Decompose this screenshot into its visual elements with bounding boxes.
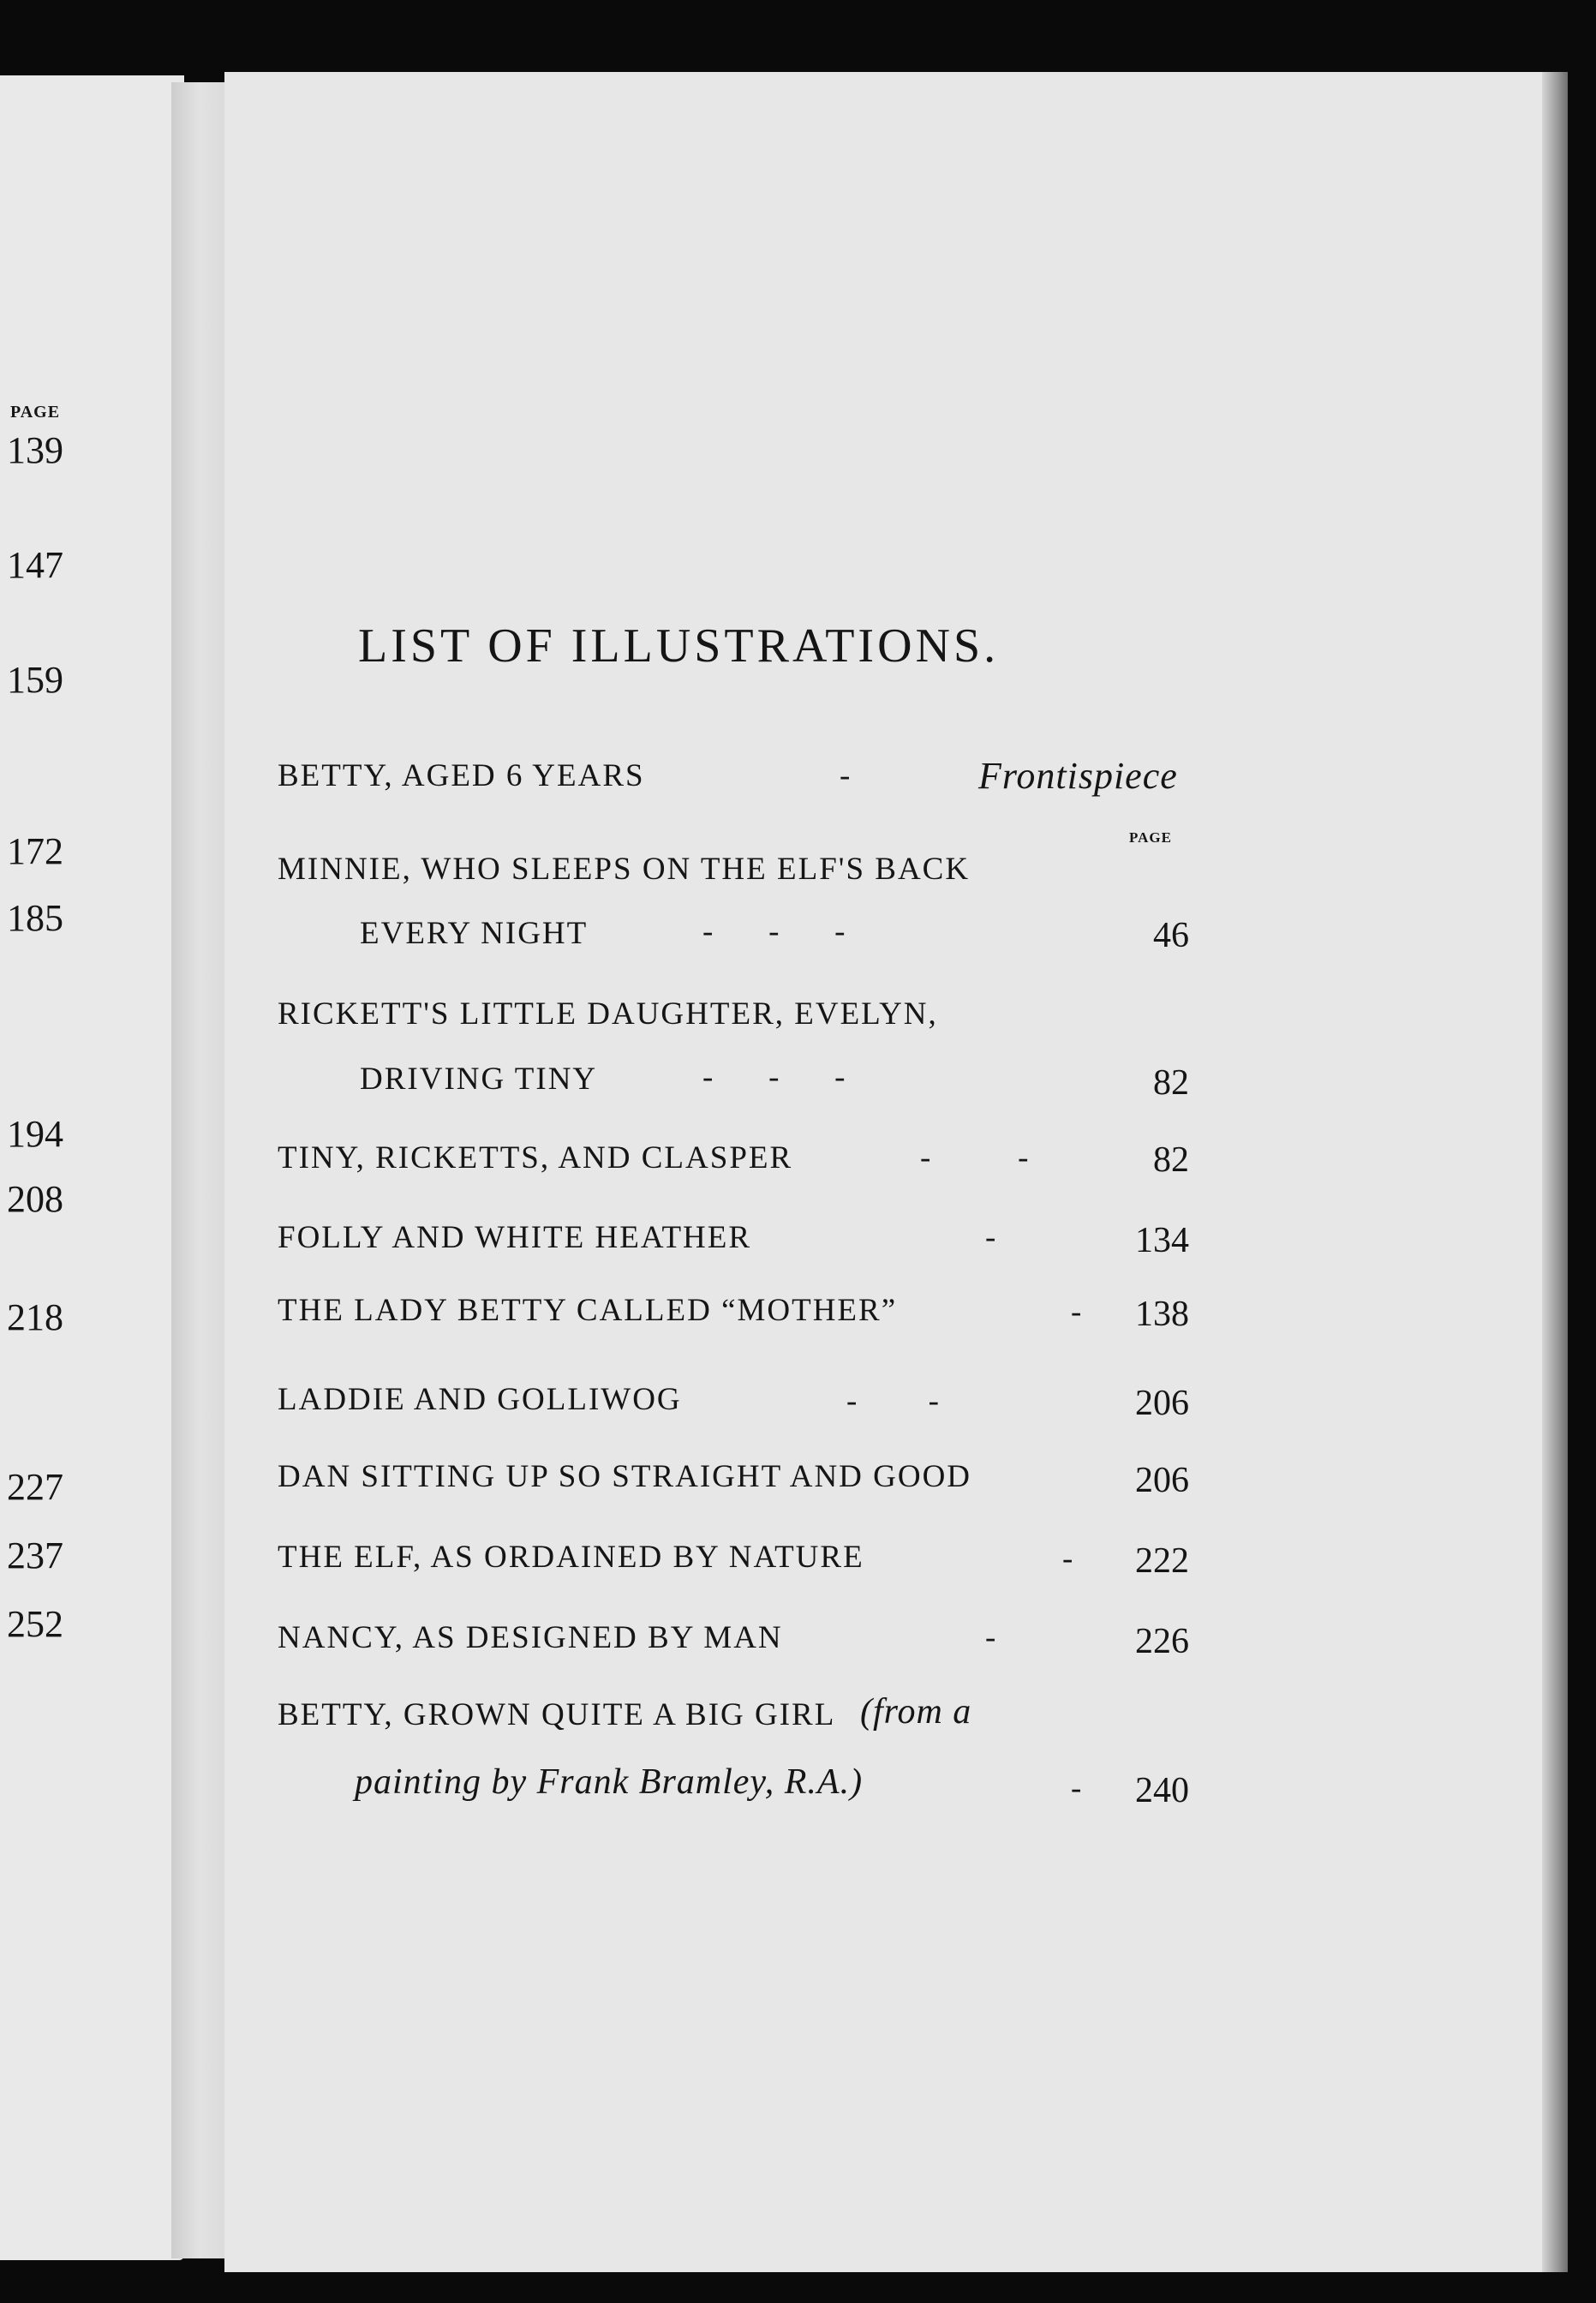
illustration-caption: MINNIE, WHO SLEEPS ON THE ELF'S BACK <box>278 852 971 887</box>
illustration-caption: RICKETT'S LITTLE DAUGHTER, EVELYN, <box>278 996 938 1032</box>
frontispiece-location: Frontispiece <box>978 755 1178 797</box>
illustration-caption: BETTY, GROWN QUITE A BIG GIRL <box>278 1697 836 1732</box>
page-column-label: PAGE <box>1129 829 1172 846</box>
left-page-number: 159 <box>7 659 63 701</box>
left-page-label: PAGE <box>10 403 61 422</box>
illustration-page-number: 46 <box>1153 916 1189 955</box>
illustration-caption: NANCY, AS DESIGNED BY MAN <box>278 1620 783 1655</box>
leader-dashes: - <box>1071 1295 1082 1330</box>
illustration-page-number: 82 <box>1153 1063 1189 1103</box>
left-page-number: 218 <box>7 1296 63 1338</box>
left-page-number: 237 <box>7 1534 63 1576</box>
illustration-page-number: 222 <box>1135 1541 1189 1581</box>
left-page-number: 252 <box>7 1603 63 1645</box>
illustration-page-number: 226 <box>1135 1622 1189 1661</box>
illustration-page-number: 206 <box>1135 1384 1189 1423</box>
leader-dashes: - <box>1062 1541 1073 1576</box>
leader-dashes: - - <box>920 1140 1029 1175</box>
leader-dash: - <box>840 758 851 793</box>
left-page-number: 227 <box>7 1466 63 1508</box>
leader-dashes: - <box>985 1220 996 1255</box>
illustration-caption: THE LADY BETTY CALLED “MOTHER” <box>278 1293 898 1328</box>
illustration-caption: LADDIE AND GOLLIWOG <box>278 1382 682 1417</box>
illustration-page-number: 138 <box>1135 1295 1189 1334</box>
illustration-caption-continued: EVERY NIGHT <box>360 916 589 951</box>
illustration-page-number: 134 <box>1135 1221 1189 1260</box>
page-edge <box>1542 72 1568 2272</box>
illustration-page-number: 82 <box>1153 1140 1189 1180</box>
illustration-page-number: 206 <box>1135 1461 1189 1500</box>
page-title: LIST OF ILLUSTRATIONS. <box>358 619 1000 673</box>
illustration-credit: (from a <box>860 1692 972 1732</box>
left-page-number: 185 <box>7 897 63 939</box>
illustration-caption: FOLLY AND WHITE HEATHER <box>278 1220 752 1255</box>
leader-dashes: - - - <box>702 914 846 949</box>
left-page-number: 147 <box>7 544 63 586</box>
illustration-page-number: 240 <box>1135 1771 1189 1810</box>
left-page-number: 208 <box>7 1178 63 1220</box>
illustration-caption: THE ELF, AS ORDAINED BY NATURE <box>278 1540 864 1575</box>
illustration-caption: TINY, RICKETTS, AND CLASPER <box>278 1140 793 1175</box>
illustration-caption-continued: DRIVING TINY <box>360 1062 598 1097</box>
illustration-credit-continued: painting by Frank Bramley, R.A.) <box>355 1762 864 1802</box>
leader-dashes: - <box>1071 1771 1082 1806</box>
leader-dashes: - - <box>846 1384 939 1419</box>
left-page-number: 194 <box>7 1113 63 1155</box>
frontispiece-caption: BETTY, AGED 6 YEARS <box>278 758 645 793</box>
leader-dashes: - - - <box>702 1060 846 1095</box>
left-page-number: 139 <box>7 429 63 471</box>
illustration-caption: DAN SITTING UP SO STRAIGHT AND GOOD <box>278 1459 972 1494</box>
left-page-number: 172 <box>7 830 63 872</box>
leader-dashes: - <box>985 1620 996 1655</box>
left-page <box>0 75 184 2260</box>
